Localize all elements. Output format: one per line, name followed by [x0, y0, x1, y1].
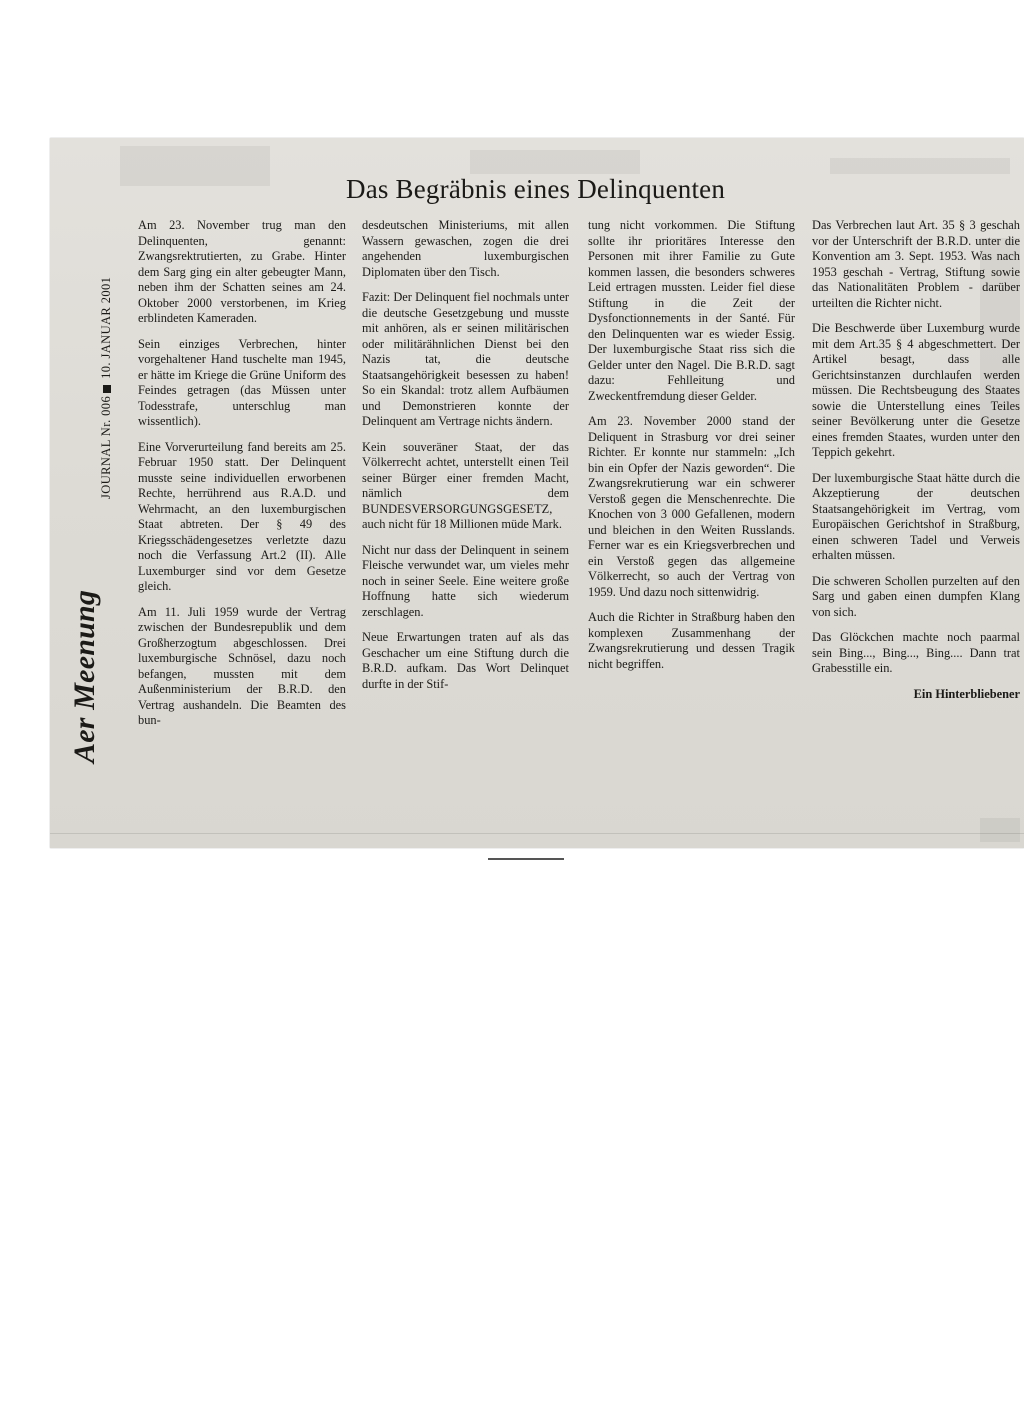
- article-column-3: [588, 218, 795, 682]
- author-signature: Ein Hinterbliebener: [913, 686, 1020, 701]
- article-headline: Das Begräbnis eines Delinquenten: [346, 174, 726, 204]
- issue-date: 10. JANUAR 2001: [99, 276, 113, 379]
- bleed-through-text: [470, 150, 640, 174]
- bleed-through-text: [980, 818, 1020, 842]
- journal-dateline: [99, 277, 114, 499]
- paragraph: Auch die Richter in Straßburg haben den komplexen Zusammenhang der Zwangsrekrutierung und dessen Tragik nicht begriffen.: [588, 610, 795, 671]
- paragraph: Das Verbrechen laut Art. 35 § 3 geschah vor der Unterschrift der B.R.D. unter die Konvention am 3. Sept. 1953. Was nach 1953 geschah - Vertrag, Stiftung sowie das Nationalitäten Problem - darüber urteilten die Richter nicht.: [812, 218, 1020, 310]
- paragraph: tung nicht vorkommen. Die Stiftung sollte ihr prioritäres Interesse den Personen mit ihrer Familie zu Gute kommen lassen, die besonders schweres Leid ertragen mussten. Leider fiel diese Stiftung in die Zeit der Dysfonctionnements in der Santé. Für den Delinquenten war es wieder Essig. Der luxemburgische Staat riss sich die Gelder unter den Nagel. Die B.R.D. sagt dazu: Fehlleitung und Zweckentfremdung dieser Gelder.: [588, 218, 795, 403]
- paragraph: desdeutschen Ministeriums, mit allen Wassern gewaschen, zogen die drei angehenden luxemburgischen Diplomaten über den Tisch.: [362, 218, 569, 279]
- paragraph: Neue Erwartungen traten auf als das Geschacher um eine Stiftung durch die B.R.D. aufkam. Das Wort Delinquet durfte in der Stif-: [362, 630, 569, 691]
- end-rule: [488, 858, 564, 860]
- paragraph: Sein einziges Verbrechen, hinter vorgehaltener Hand tuschelte man 1945, er hätte im Kriege die Grüne Uniform des Feindes getragen (das Müssen unter Todesstrafe, unterschlug man wissentlich).: [138, 336, 346, 428]
- paragraph: Am 23. November 2000 stand der Deliquent in Strasburg vor drei seiner Richter. Er konnte nur stammeln: „Ich bin ein Opfer der Nazis geworden“. Die Zwangsrekrutierung war ein schwerer Verstoß gegen die Menschenrechte. Die Knochen von 3 000 Gefallenen, modern und bleichen in den Weiten Russlands. Ferner war es ein Kriegsverbrechen und ein Verstoß gegen das allgemeine Völkerrecht, so auch der Vertrag von 1959. Und dazu noch sittenwidrig.: [588, 414, 795, 599]
- paragraph: Das Glöckchen machte noch paarmal sein Bing..., Bing..., Bing.... Dann trat Grabesstille ein.: [812, 630, 1020, 675]
- clipping-edge: [50, 833, 1024, 834]
- bleed-through-text: [120, 146, 270, 186]
- article-column-2: [362, 218, 569, 702]
- paragraph: Am 11. Juli 1959 wurde der Vertrag zwischen der Bundesrepublik und dem Großherzogtum abgeschlossen. Drei luxemburgische Schnösel, dazu noch befangen, mussten mit dem Außenministerium der B.R.D. den Vertrag aushandeln. Die Beamten des bun-: [138, 604, 346, 727]
- paragraph: Eine Vorverurteilung fand bereits am 25. Februar 1950 statt. Der Delinquent musste seine individuellen erworbenen Rechte, herrührend aus R.A.D. und Wehrmacht, an den luxemburgischen Staat abtreten. Der § 49 des Kriegsschädengesetzes verletzte dazu noch die Verfassung Art.2 (II). Alle Luxemburger sind vor dem Gesetze gleich.: [138, 439, 346, 593]
- paragraph: Kein souveräner Staat, der das Völkerrecht achtet, unterstellt einen Teil seiner Bürger einer fremden Macht, nämlich dem BUNDESVERSORGUNGSGESETZ, auch nicht für 18 Millionen müde Mark.: [362, 439, 569, 531]
- section-sidebar: [62, 215, 122, 775]
- section-label: Aer Meenung: [68, 589, 101, 763]
- journal-number: JOURNAL Nr. 006: [99, 395, 113, 499]
- paragraph: Am 23. November trug man den Delinquenten, genannt: Zwangsrektrutierten, zu Grabe. Hinter dem Sarg ging ein alter gebeugter Mann, neben ihm der Schatten seines am 24. Oktober 2000 verstorbenen, im Krieg erblindeten Kameraden.: [138, 218, 346, 325]
- paragraph: Fazit: Der Delinquent fiel nochmals unter die deutsche Gesetzgebung und musste mit anhören, als er seinen militärischen oder militärähnlichen Dienst bei den Nazis tat, die deutsche Staatsangehörigkeit besessen zu haben! So ein Skandal: trotz allem Aufbäumen und Demonstrieren konnte der Delinquent am Vertrage nichts ändern.: [362, 290, 569, 428]
- paragraph: Die schweren Schollen purzelten auf den Sarg und gaben einen dumpfen Klang von sich.: [812, 573, 1020, 619]
- article-column-1: [138, 218, 346, 739]
- article-column-4: [812, 218, 1020, 712]
- paragraph: Nicht nur dass der Delinquent in seinem Fleische verwundet war, um vieles mehr noch in seiner Seele. Eine weitere große Hoffnung hatte sich wiederum zerschlagen.: [362, 542, 569, 619]
- paragraph: Die Beschwerde über Luxemburg wurde mit dem Art.35 § 4 abgeschmettert. Der Artikel besagt, dass alle Gerichtsinstanzen durchlaufen werden müssen. Die Rechtsbeugung des Staates sowie die Unterstellung eines Teiles seiner Bevölkerung unter die Gesetze eines fremden Staates, wurden unter den Teppich gekehrt.: [812, 321, 1020, 459]
- paragraph: Der luxemburgische Staat hätte durch die Akzeptierung der deutschen Staatsangehörigkeit im Vertrag, vom Europäischen Gerichtshof in Straßburg, einen schweren Tadel und Verweis erhalten müssen.: [812, 470, 1020, 562]
- square-separator-icon: [103, 385, 111, 393]
- bleed-through-text: [830, 158, 1010, 174]
